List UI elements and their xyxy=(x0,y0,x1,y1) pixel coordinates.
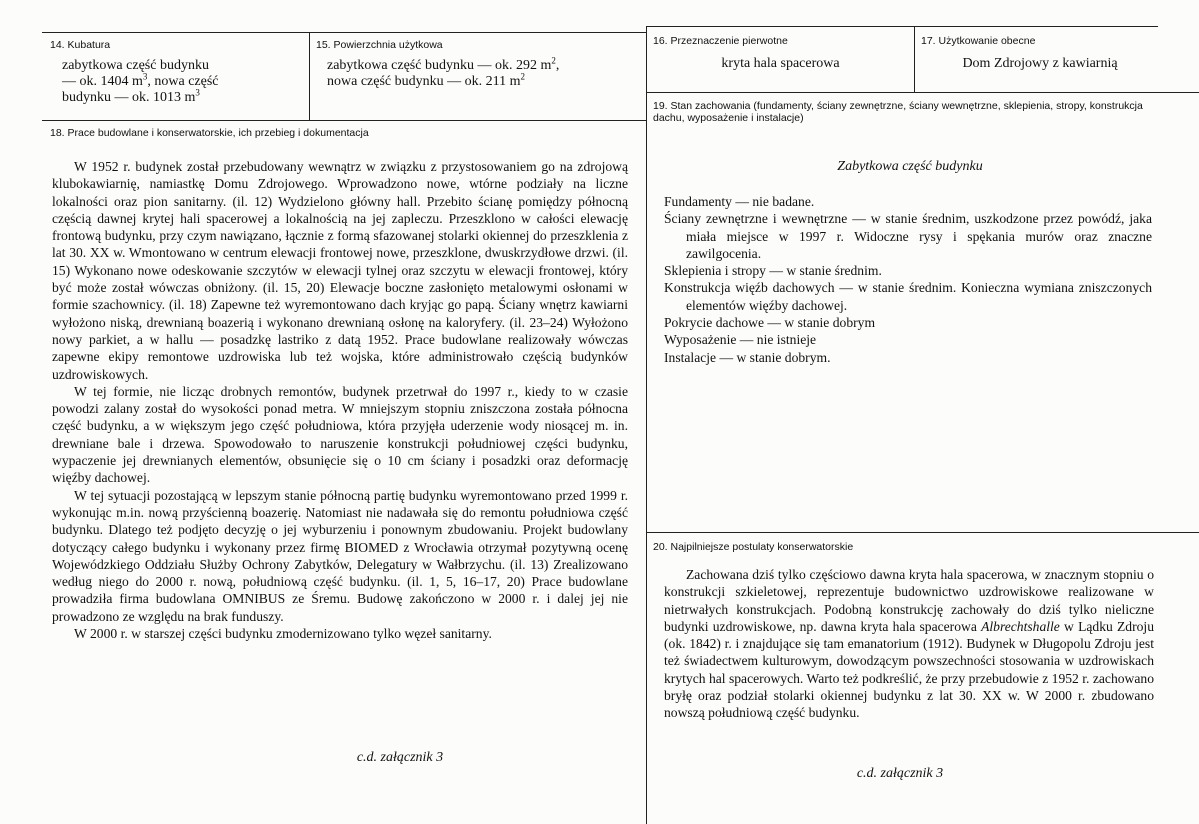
cell19-item-2: Sklepienia i stropy — w stanie średnim. xyxy=(664,263,882,279)
rule-above-20 xyxy=(646,532,1199,533)
cell15-sup1: 2 xyxy=(551,55,556,66)
cell20-label: 20. Najpilniejsze postulaty konserwatorskie xyxy=(653,541,854,553)
cell14-sup2: 3 xyxy=(195,87,200,98)
cell20-text-b: w Lądku Zdroju (ok. 1842) r. i znajdujące się tam emanatorium (1912). Budynek w Długopolu Zdroju jest też świadectwem kulturowym, dowodzącym powszechności stosowania w uzdrowiskach krytych hal spacerowych. Warto też podkreślić, że przy przebudowie z 1952 r. zachowano bryłę oraz podział stolarki okiennej budynku z lat 30. XX w. W 2000 r. zbudowano nowszą południową część budynku. xyxy=(664,618,1154,721)
rule-top-right xyxy=(646,26,1158,27)
cell15-label: 15. Powierzchnia użytkowa xyxy=(316,39,443,51)
cell18-paragraph-2: W tej formie, nie licząc drobnych remontów, budynek przetrwał do 1997 r., kiedy to w czasie powodzi zalany został do wysokości ponad metra. W mniejszym stopniu zniszczona została północna część budynku, a w większym jego część południowa, która przyjęła uderzenie wody niosącej m. in. drewniane bale i drzewa. Spowodowało to naruszenie konstrukcji południowej części budynku, wypaczenie jej drewnianych elementów, obsunięcie się o 10 cm ściany i posadzki oraz deformację więźby dachowej. xyxy=(52,383,628,486)
cell18-text xyxy=(52,158,628,642)
cell14-line3-a: budynku — ok. 1013 m xyxy=(62,90,196,105)
cell16-value: kryta hala spacerowa xyxy=(721,56,840,71)
cell14-sup1: 3 xyxy=(142,71,148,82)
cell19-heading: Zabytkowa część budynku xyxy=(837,159,983,174)
cell15-line1-b: , xyxy=(555,58,560,73)
cell14-line2-a: — ok. 1404 m xyxy=(62,74,143,89)
cell18-paragraph-1: W 1952 r. budynek został przebudowany wewnątrz w związku z przystosowaniem go na zdrojową klubokawiarnię, namiastkę Domu Zdrojowego. Wprowadzono nowe, wtórne podziały na liczne lokalności oraz pion sanitarny. (il. 12) Wydzielono główny hall. Przebito ścianę pomiędzy północną częścią dawnej krytej hali spacerowej a lokalnością na jej zapleczu. Przeszklono w całości elewację frontową budynku, przy czym nawiązano, łącznie z formą sfazowanej stolarki okiennej do przeszklenia z lat 30. XX w. Wmontowano w centrum elewacji frontowej nowe, przeszklone, dwuskrzydłowe drzwi. (il. 15) Wykonano nowe odeskowanie szczytów w elewacji tylnej oraz szczytu w elewacji frontowej, który być może został wówczas obniżony. (il. 15, 20) Elewacje boczne zasłonięto metalowymi osłonami w formie szachownicy. (il. 18) Zapewne też wyremontowano dach kryjąc go papą. Ściany wnętrz kawiarni wyłożono niską, drewnianą boazerią i wykonano drewnianą osłonę na kaloryfery. (il. 23–24) Wyłożono nowy parkiet, a w hallu — posadzkę lastriko z datą 1952. Prace budowlane realizowały wówczas zapewne ekipy remontowe uzdrowiska lub też wojska, które administrowało częścią budynków uzdrowiskowych. xyxy=(52,159,628,382)
cell19-item-5: Wyposażenie — nie istnieje xyxy=(664,332,817,348)
cell17-value: Dom Zdrojowy z kawiarnią xyxy=(962,56,1118,71)
rule-under-16-17 xyxy=(646,92,1199,93)
cell17-label: 17. Użytkowanie obecne xyxy=(921,35,1036,47)
cell20-text-italic: Albrechtshalle xyxy=(981,618,1060,634)
cell14-line1: zabytkowa część budynku xyxy=(62,58,209,73)
rule-under-14-15 xyxy=(42,120,646,121)
cell15-sup2: 2 xyxy=(520,71,525,82)
cell20-text-a: Zachowana dziś tylko częściowo dawna kryta hala spacerowa, w znacznym stopniu o konstrukcji szkieletowej, reprezentuje budownictwo uzdrowiskowe realizowane w nietrwałych konstrukcjach. Podobną konstrukcję zachowały do dziś tylko nieliczne budynki uzdrowiskowe, np. dawna kryta hala spacerowa xyxy=(664,567,1154,634)
cell20-footer: c.d. załącznik 3 xyxy=(856,766,944,781)
cell16-label: 16. Przeznaczenie pierwotne xyxy=(653,35,788,47)
cell18-paragraph-4: W 2000 r. w starszej części budynku zmodernizowano tylko węzeł sanitarny. xyxy=(74,626,492,642)
cell19-items xyxy=(664,193,1152,366)
cell18-label: 18. Prace budowlane i konserwatorskie, ich przebieg i dokumentacja xyxy=(50,127,369,139)
cell19-item-0: Fundamenty — nie badane. xyxy=(664,194,815,209)
cell19-item-3: Konstrukcja więźb dachowych — w stanie średnim. Konieczna wymiana zniszczonych elementów więźby dachowej. xyxy=(664,280,1152,313)
cell18-footer: c.d. załącznik 3 xyxy=(356,750,444,765)
cell14-line3 xyxy=(62,87,302,106)
rule-vertical-center xyxy=(646,26,647,824)
cell19-item-1: Ściany zewnętrzne i wewnętrzne — w stanie średnim, uszkodzone przez powódź, jaka miała miejsce w 1997 r. Widoczne rysy i spękania murów oraz znaczne zawilgocenia. xyxy=(664,211,1152,261)
cell19-label: 19. Stan zachowania (fundamenty, ściany zewnętrzne, ściany wewnętrzne, sklepienia, stropy, konstrukcja dachu, wyposażenie i instalacje) xyxy=(653,100,1143,124)
cell14-line2 xyxy=(62,71,302,90)
cell15-line1-a: zabytkowa część budynku — ok. 292 m xyxy=(327,58,552,73)
rule-vertical-14-15 xyxy=(309,32,310,120)
cell15-line2-a: nowa część budynku — ok. 211 m xyxy=(327,74,521,89)
cell14-line2-b: , nowa część xyxy=(147,74,219,89)
cell15-line2 xyxy=(327,71,642,90)
cell20-paragraph xyxy=(664,566,1154,722)
cell14-value xyxy=(62,58,302,106)
cell15-value xyxy=(327,55,642,90)
cell19-item-4: Pokrycie dachowe — w stanie dobrym xyxy=(664,315,876,331)
cell15-line1 xyxy=(327,55,642,74)
cell14-label: 14. Kubatura xyxy=(50,39,111,51)
cell19-item-6: Instalacje — w stanie dobrym. xyxy=(664,349,831,365)
cell18-paragraph-3: W tej sytuacji pozostającą w lepszym stanie północną partię budynku wyremontowano przed 1999 r. wykonując m.in. nową przyścienną boazerię. Natomiast nie nadawała się do remontu południowa część budynku. Dlatego też podjęto decyzję o jej wyburzeniu i ponownym zbudowaniu. Projekt budowlany dotyczący całego budynku i wykonany przez firmę BIOMED z Wrocławia otrzymał pozytywną ocenę Wojewódzkiego Oddziału Służby Ochrony Zabytków, Delegatury w Wałbrzychu. (il. 13) Zrealizowano według niego do 2000 r. nową, południową część budynku. (il. 1, 5, 16–17, 20) Prace budowlane prowadziła firma budowlana OMNIBUS ze Śremu. Budowę zakończono w 2000 r. i dalej jej nie prowadzono ze względu na brak funduszy. xyxy=(52,487,628,624)
rule-top-left xyxy=(42,32,646,33)
cell20-text xyxy=(664,566,1154,722)
